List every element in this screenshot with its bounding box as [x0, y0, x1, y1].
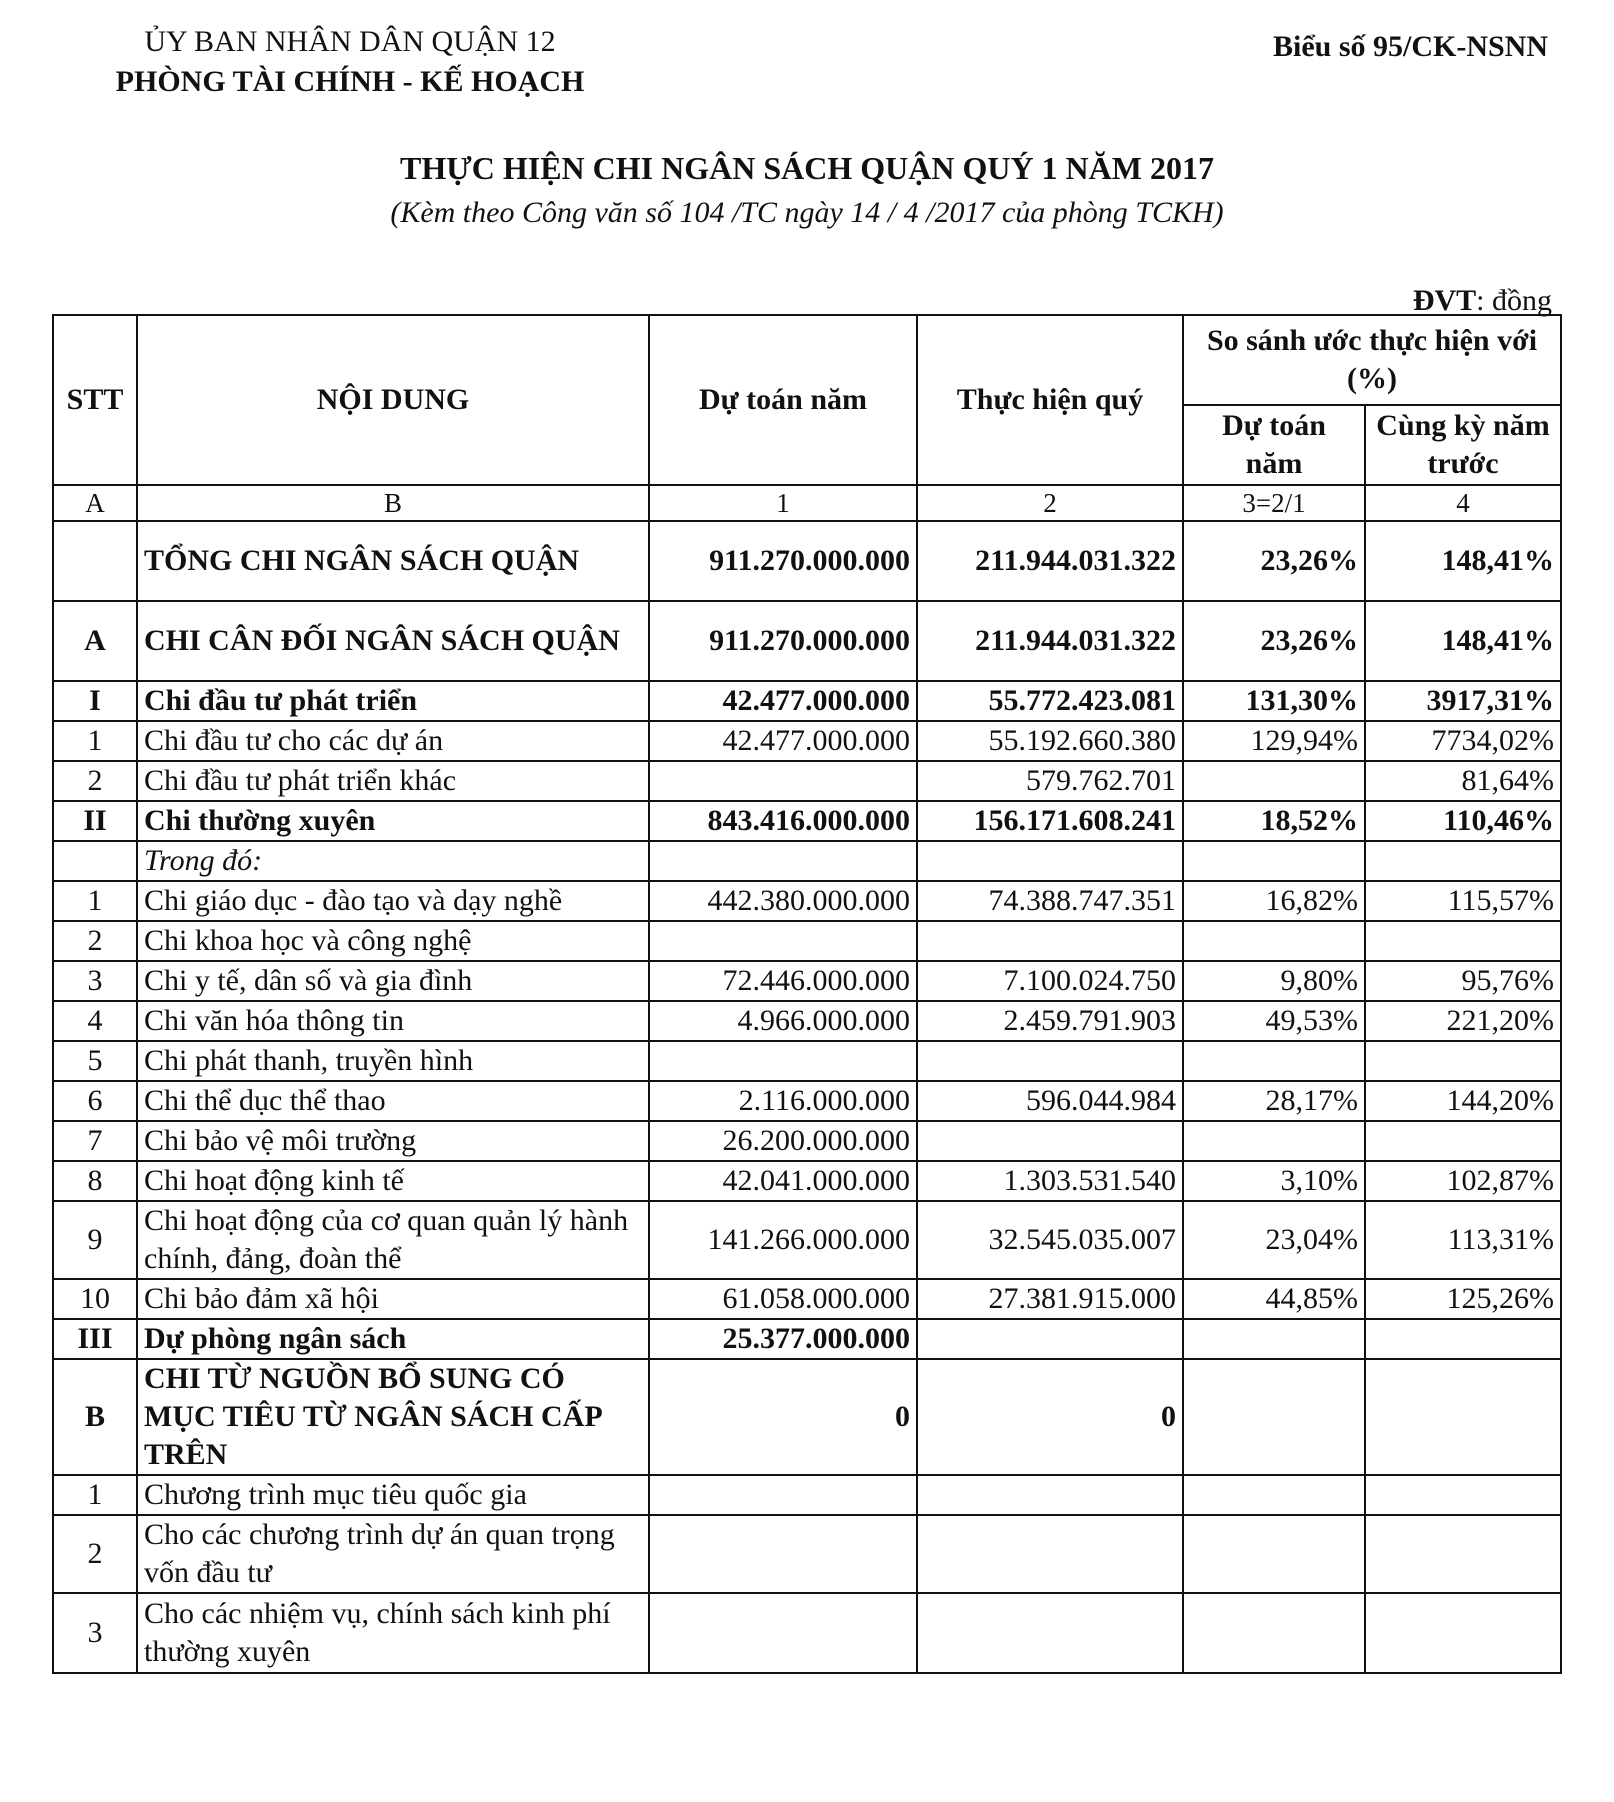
table-row — [53, 761, 1561, 801]
table-row — [53, 1279, 1561, 1319]
row-pct-vs-last-year — [1365, 1041, 1561, 1081]
row-annual-estimate: 4.966.000.000 — [649, 1001, 917, 1041]
row-annual-estimate: 442.380.000.000 — [649, 881, 917, 921]
row-stt: 10 — [53, 1279, 137, 1319]
table-row — [53, 1001, 1561, 1041]
row-pct-vs-estimate — [1183, 1319, 1365, 1359]
row-pct-vs-last-year: 148,41% — [1365, 521, 1561, 601]
row-pct-vs-estimate: 9,80% — [1183, 961, 1365, 1001]
row-annual-estimate: 42.477.000.000 — [649, 681, 917, 721]
row-pct-vs-estimate: 129,94% — [1183, 721, 1365, 761]
row-quarter-actual — [917, 1121, 1183, 1161]
row-stt: I — [53, 681, 137, 721]
row-pct-vs-estimate: 49,53% — [1183, 1001, 1365, 1041]
row-quarter-actual — [917, 1041, 1183, 1081]
row-description: Chi đầu tư phát triển — [137, 681, 649, 721]
header-comparison: So sánh ước thực hiện với (%) — [1183, 315, 1561, 405]
row-pct-vs-last-year: 102,87% — [1365, 1161, 1561, 1201]
row-annual-estimate: 25.377.000.000 — [649, 1319, 917, 1359]
issuer-block — [70, 22, 630, 102]
table-row — [53, 521, 1561, 601]
row-stt: 1 — [53, 721, 137, 761]
row-annual-estimate — [649, 1593, 917, 1673]
row-stt: 7 — [53, 1121, 137, 1161]
row-pct-vs-estimate: 23,26% — [1183, 601, 1365, 681]
row-pct-vs-last-year: 115,57% — [1365, 881, 1561, 921]
row-stt: 3 — [53, 1593, 137, 1673]
row-pct-vs-last-year: 110,46% — [1365, 801, 1561, 841]
table-row — [53, 1161, 1561, 1201]
row-description: Chi hoạt động của cơ quan quản lý hành chính, đảng, đoàn thể — [137, 1201, 649, 1279]
table-row — [53, 601, 1561, 681]
row-stt — [53, 521, 137, 601]
budget-table — [52, 314, 1562, 1674]
row-quarter-actual: 1.303.531.540 — [917, 1161, 1183, 1201]
row-quarter-actual: 579.762.701 — [917, 761, 1183, 801]
col-number: 4 — [1365, 485, 1561, 521]
row-stt: 2 — [53, 921, 137, 961]
row-description: Chi văn hóa thông tin — [137, 1001, 649, 1041]
row-quarter-actual — [917, 1319, 1183, 1359]
unit-label: ĐVT — [1412, 284, 1477, 317]
row-description: Chi giáo dục - đào tạo và dạy nghề — [137, 881, 649, 921]
table-row — [53, 681, 1561, 721]
col-number: A — [53, 485, 137, 521]
row-stt: 4 — [53, 1001, 137, 1041]
row-pct-vs-estimate: 16,82% — [1183, 881, 1365, 921]
row-annual-estimate: 26.200.000.000 — [649, 1121, 917, 1161]
row-pct-vs-last-year: 148,41% — [1365, 601, 1561, 681]
row-pct-vs-estimate: 28,17% — [1183, 1081, 1365, 1121]
row-annual-estimate: 141.266.000.000 — [649, 1201, 917, 1279]
table-row — [53, 1593, 1561, 1673]
row-description: CHI TỪ NGUỒN BỔ SUNG CÓ MỤC TIÊU TỪ NGÂN SÁCH CẤP TRÊN — [137, 1359, 649, 1475]
row-pct-vs-estimate: 23,26% — [1183, 521, 1365, 601]
issuer-line-1: ỦY BAN NHÂN DÂN QUẬN 12 — [144, 25, 556, 58]
row-description: Chi phát thanh, truyền hình — [137, 1041, 649, 1081]
col-number: B — [137, 485, 649, 521]
row-annual-estimate — [649, 1041, 917, 1081]
row-stt: 1 — [53, 1475, 137, 1515]
row-quarter-actual: 596.044.984 — [917, 1081, 1183, 1121]
row-annual-estimate: 42.477.000.000 — [649, 721, 917, 761]
row-pct-vs-last-year: 7734,02% — [1365, 721, 1561, 761]
row-pct-vs-estimate: 44,85% — [1183, 1279, 1365, 1319]
row-pct-vs-estimate: 23,04% — [1183, 1201, 1365, 1279]
row-stt: 6 — [53, 1081, 137, 1121]
row-pct-vs-last-year: 144,20% — [1365, 1081, 1561, 1121]
row-quarter-actual: 27.381.915.000 — [917, 1279, 1183, 1319]
row-description: Chi thể dục thể thao — [137, 1081, 649, 1121]
row-annual-estimate: 0 — [649, 1359, 917, 1475]
row-stt: 9 — [53, 1201, 137, 1279]
row-pct-vs-estimate: 131,30% — [1183, 681, 1365, 721]
row-pct-vs-last-year: 81,64% — [1365, 761, 1561, 801]
row-description: Chi đầu tư phát triển khác — [137, 761, 649, 801]
row-annual-estimate: 72.446.000.000 — [649, 961, 917, 1001]
unit-note — [1413, 284, 1552, 318]
row-pct-vs-estimate — [1183, 1593, 1365, 1673]
row-pct-vs-estimate — [1183, 1515, 1365, 1593]
header-quarter-actual: Thực hiện quý — [917, 315, 1183, 485]
row-annual-estimate — [649, 1515, 917, 1593]
col-number: 2 — [917, 485, 1183, 521]
row-annual-estimate — [649, 841, 917, 881]
row-description: TỔNG CHI NGÂN SÁCH QUẬN — [137, 521, 649, 601]
row-description: Dự phòng ngân sách — [137, 1319, 649, 1359]
row-quarter-actual — [917, 1515, 1183, 1593]
row-stt: 5 — [53, 1041, 137, 1081]
row-annual-estimate: 2.116.000.000 — [649, 1081, 917, 1121]
row-pct-vs-last-year: 125,26% — [1365, 1279, 1561, 1319]
row-stt: 2 — [53, 761, 137, 801]
row-pct-vs-estimate — [1183, 761, 1365, 801]
header-vs-estimate: Dự toán năm — [1183, 405, 1365, 485]
row-description: Chi đầu tư cho các dự án — [137, 721, 649, 761]
row-pct-vs-last-year — [1365, 1359, 1561, 1475]
row-stt: III — [53, 1319, 137, 1359]
row-quarter-actual: 2.459.791.903 — [917, 1001, 1183, 1041]
row-quarter-actual: 211.944.031.322 — [917, 601, 1183, 681]
header-stt: STT — [53, 315, 137, 485]
row-pct-vs-estimate — [1183, 841, 1365, 881]
table-row — [53, 921, 1561, 961]
row-description: Chi khoa học và công nghệ — [137, 921, 649, 961]
row-description: Chi thường xuyên — [137, 801, 649, 841]
table-row — [53, 961, 1561, 1001]
row-stt: 3 — [53, 961, 137, 1001]
row-quarter-actual: 211.944.031.322 — [917, 521, 1183, 601]
table-row — [53, 1515, 1561, 1593]
form-code: Biểu số 95/CK-NSNN — [1272, 30, 1548, 63]
row-annual-estimate: 42.041.000.000 — [649, 1161, 917, 1201]
row-quarter-actual: 0 — [917, 1359, 1183, 1475]
row-pct-vs-estimate — [1183, 1359, 1365, 1475]
row-pct-vs-last-year — [1365, 1319, 1561, 1359]
row-description: Chi bảo vệ môi trường — [137, 1121, 649, 1161]
row-description: Chi y tế, dân số và gia đình — [137, 961, 649, 1001]
col-number: 1 — [649, 485, 917, 521]
row-pct-vs-last-year — [1365, 921, 1561, 961]
row-stt: II — [53, 801, 137, 841]
issuer-line-2: PHÒNG TÀI CHÍNH - KẾ HOẠCH — [115, 65, 585, 98]
row-annual-estimate: 61.058.000.000 — [649, 1279, 917, 1319]
row-description: Trong đó: — [137, 841, 649, 881]
table-row — [53, 1359, 1561, 1475]
row-pct-vs-estimate: 3,10% — [1183, 1161, 1365, 1201]
row-pct-vs-last-year — [1365, 1121, 1561, 1161]
row-quarter-actual — [917, 1475, 1183, 1515]
row-pct-vs-estimate — [1183, 1041, 1365, 1081]
document-title: THỰC HIỆN CHI NGÂN SÁCH QUẬN QUÝ 1 NĂM 2017 — [400, 150, 1214, 186]
table-row — [53, 721, 1561, 761]
row-quarter-actual — [917, 921, 1183, 961]
row-description: Cho các nhiệm vụ, chính sách kinh phí thường xuyên — [137, 1593, 649, 1673]
table-row — [53, 1319, 1561, 1359]
row-quarter-actual: 7.100.024.750 — [917, 961, 1183, 1001]
row-pct-vs-estimate — [1183, 1475, 1365, 1515]
document-subtitle: (Kèm theo Công văn số 104 /TC ngày 14 / 4 /2017 của phòng TCKH) — [390, 196, 1224, 229]
row-stt: A — [53, 601, 137, 681]
table-row — [53, 1475, 1561, 1515]
row-annual-estimate — [649, 921, 917, 961]
row-annual-estimate — [649, 1475, 917, 1515]
row-pct-vs-last-year — [1365, 1593, 1561, 1673]
row-pct-vs-last-year — [1365, 841, 1561, 881]
row-quarter-actual — [917, 841, 1183, 881]
row-stt: 8 — [53, 1161, 137, 1201]
row-quarter-actual — [917, 1593, 1183, 1673]
table-row — [53, 1121, 1561, 1161]
row-annual-estimate: 911.270.000.000 — [649, 601, 917, 681]
row-annual-estimate — [649, 761, 917, 801]
row-description: Chương trình mục tiêu quốc gia — [137, 1475, 649, 1515]
header-vs-last-year: Cùng kỳ năm trước — [1365, 405, 1561, 485]
column-number-row — [53, 485, 1561, 521]
row-quarter-actual: 74.388.747.351 — [917, 881, 1183, 921]
row-description: Cho các chương trình dự án quan trọng vốn đầu tư — [137, 1515, 649, 1593]
row-pct-vs-estimate: 18,52% — [1183, 801, 1365, 841]
table-row — [53, 881, 1561, 921]
table-row — [53, 1201, 1561, 1279]
row-description: CHI CÂN ĐỐI NGÂN SÁCH QUẬN — [137, 601, 649, 681]
row-annual-estimate: 843.416.000.000 — [649, 801, 917, 841]
table-row — [53, 1041, 1561, 1081]
row-stt — [53, 841, 137, 881]
row-stt: 2 — [53, 1515, 137, 1593]
row-stt: B — [53, 1359, 137, 1475]
row-description: Chi bảo đảm xã hội — [137, 1279, 649, 1319]
row-stt: 1 — [53, 881, 137, 921]
row-pct-vs-last-year: 221,20% — [1365, 1001, 1561, 1041]
row-annual-estimate: 911.270.000.000 — [649, 521, 917, 601]
row-pct-vs-last-year: 113,31% — [1365, 1201, 1561, 1279]
col-number: 3=2/1 — [1183, 485, 1365, 521]
table-row — [53, 841, 1561, 881]
row-quarter-actual: 55.772.423.081 — [917, 681, 1183, 721]
row-quarter-actual: 55.192.660.380 — [917, 721, 1183, 761]
row-pct-vs-last-year: 95,76% — [1365, 961, 1561, 1001]
row-pct-vs-last-year — [1365, 1475, 1561, 1515]
row-quarter-actual: 32.545.035.007 — [917, 1201, 1183, 1279]
header-content: NỘI DUNG — [137, 315, 649, 485]
header-annual-estimate: Dự toán năm — [649, 315, 917, 485]
row-pct-vs-last-year — [1365, 1515, 1561, 1593]
row-pct-vs-estimate — [1183, 921, 1365, 961]
table-row — [53, 801, 1561, 841]
row-quarter-actual: 156.171.608.241 — [917, 801, 1183, 841]
table-row — [53, 1081, 1561, 1121]
unit-value: : đồng — [1476, 284, 1552, 317]
row-description: Chi hoạt động kinh tế — [137, 1161, 649, 1201]
row-pct-vs-estimate — [1183, 1121, 1365, 1161]
row-pct-vs-last-year: 3917,31% — [1365, 681, 1561, 721]
